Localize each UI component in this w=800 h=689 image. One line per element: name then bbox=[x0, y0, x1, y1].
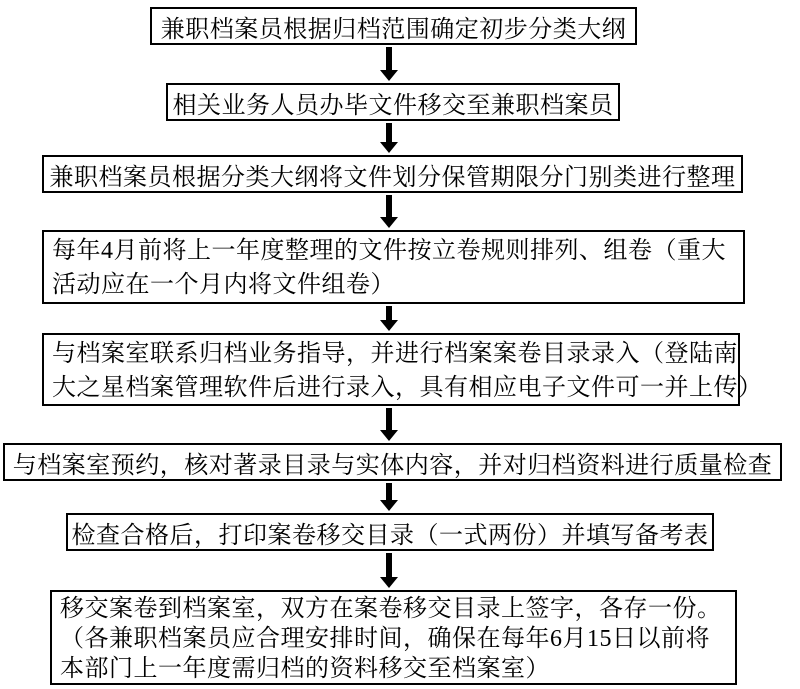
flow-step-3-text: 兼职档案员根据分类大纲将文件划分保管期限分门别类进行整理 bbox=[49, 164, 736, 191]
flow-step-4-line-2: 活动应在一个月内将文件组卷） bbox=[52, 272, 395, 298]
down-arrow-icon bbox=[380, 306, 398, 331]
arrow-head bbox=[380, 577, 398, 588]
flow-step-5-line-1: 与档案室联系归档业务指导，并进行档案案卷目录录入（登陆南 bbox=[52, 341, 738, 367]
flow-step-2-text: 相关业务人员办毕文件移交至兼职档案员 bbox=[172, 92, 614, 119]
flow-step-4 bbox=[42, 230, 745, 304]
down-arrow-icon bbox=[380, 553, 398, 588]
flow-step-8-line-2: （各兼职档案员应合理安排时间，确保在每年6月15日以前将 bbox=[60, 626, 710, 652]
down-arrow-icon bbox=[380, 123, 398, 153]
flow-step-1-text: 兼职档案员根据归档范围确定初步分类大纲 bbox=[160, 16, 627, 43]
flow-step-5-line-2: 大之星档案管理软件后进行录入，具有相应电子文件可一并上传） bbox=[52, 375, 763, 401]
arrow-stem bbox=[386, 408, 392, 430]
down-arrow-icon bbox=[380, 195, 398, 228]
arrow-stem bbox=[386, 195, 392, 217]
flow-step-8-line-1: 移交案卷到档案室，双方在案卷移交目录上签字，各存一份。 bbox=[60, 596, 722, 622]
flow-step-4-line-1: 每年4月前将上一年度整理的文件按立卷规则排列、组卷（重大 bbox=[52, 238, 726, 264]
arrow-stem bbox=[386, 553, 392, 577]
down-arrow-icon bbox=[380, 408, 398, 441]
arrow-stem bbox=[386, 123, 392, 142]
flow-step-8 bbox=[50, 590, 737, 685]
flow-step-5 bbox=[42, 333, 763, 406]
flow-step-6-text: 与档案室预约，核对著录目录与实体内容，并对归档资料进行质量检查 bbox=[12, 452, 773, 479]
flow-step-6 bbox=[3, 443, 782, 481]
arrow-stem bbox=[386, 47, 392, 70]
arrow-head bbox=[380, 142, 398, 153]
arrow-head bbox=[380, 217, 398, 228]
arrow-stem bbox=[386, 483, 392, 500]
arrow-stem bbox=[386, 306, 392, 320]
flow-step-7-text: 检查合格后，打印案卷移交目录（一式两份）并填写备考表 bbox=[71, 522, 709, 549]
arrow-head bbox=[380, 430, 398, 441]
down-arrow-icon bbox=[380, 47, 398, 81]
arrow-head bbox=[380, 500, 398, 511]
flow-step-7 bbox=[66, 513, 714, 551]
flow-step-3 bbox=[42, 155, 743, 193]
arrow-head bbox=[380, 320, 398, 331]
flow-step-8-line-3: 本部门上一年度需归档的资料移交至档案室） bbox=[60, 656, 550, 682]
flow-step-2 bbox=[166, 83, 620, 121]
arrow-head bbox=[380, 70, 398, 81]
flow-step-1 bbox=[150, 7, 637, 45]
down-arrow-icon bbox=[380, 483, 398, 511]
